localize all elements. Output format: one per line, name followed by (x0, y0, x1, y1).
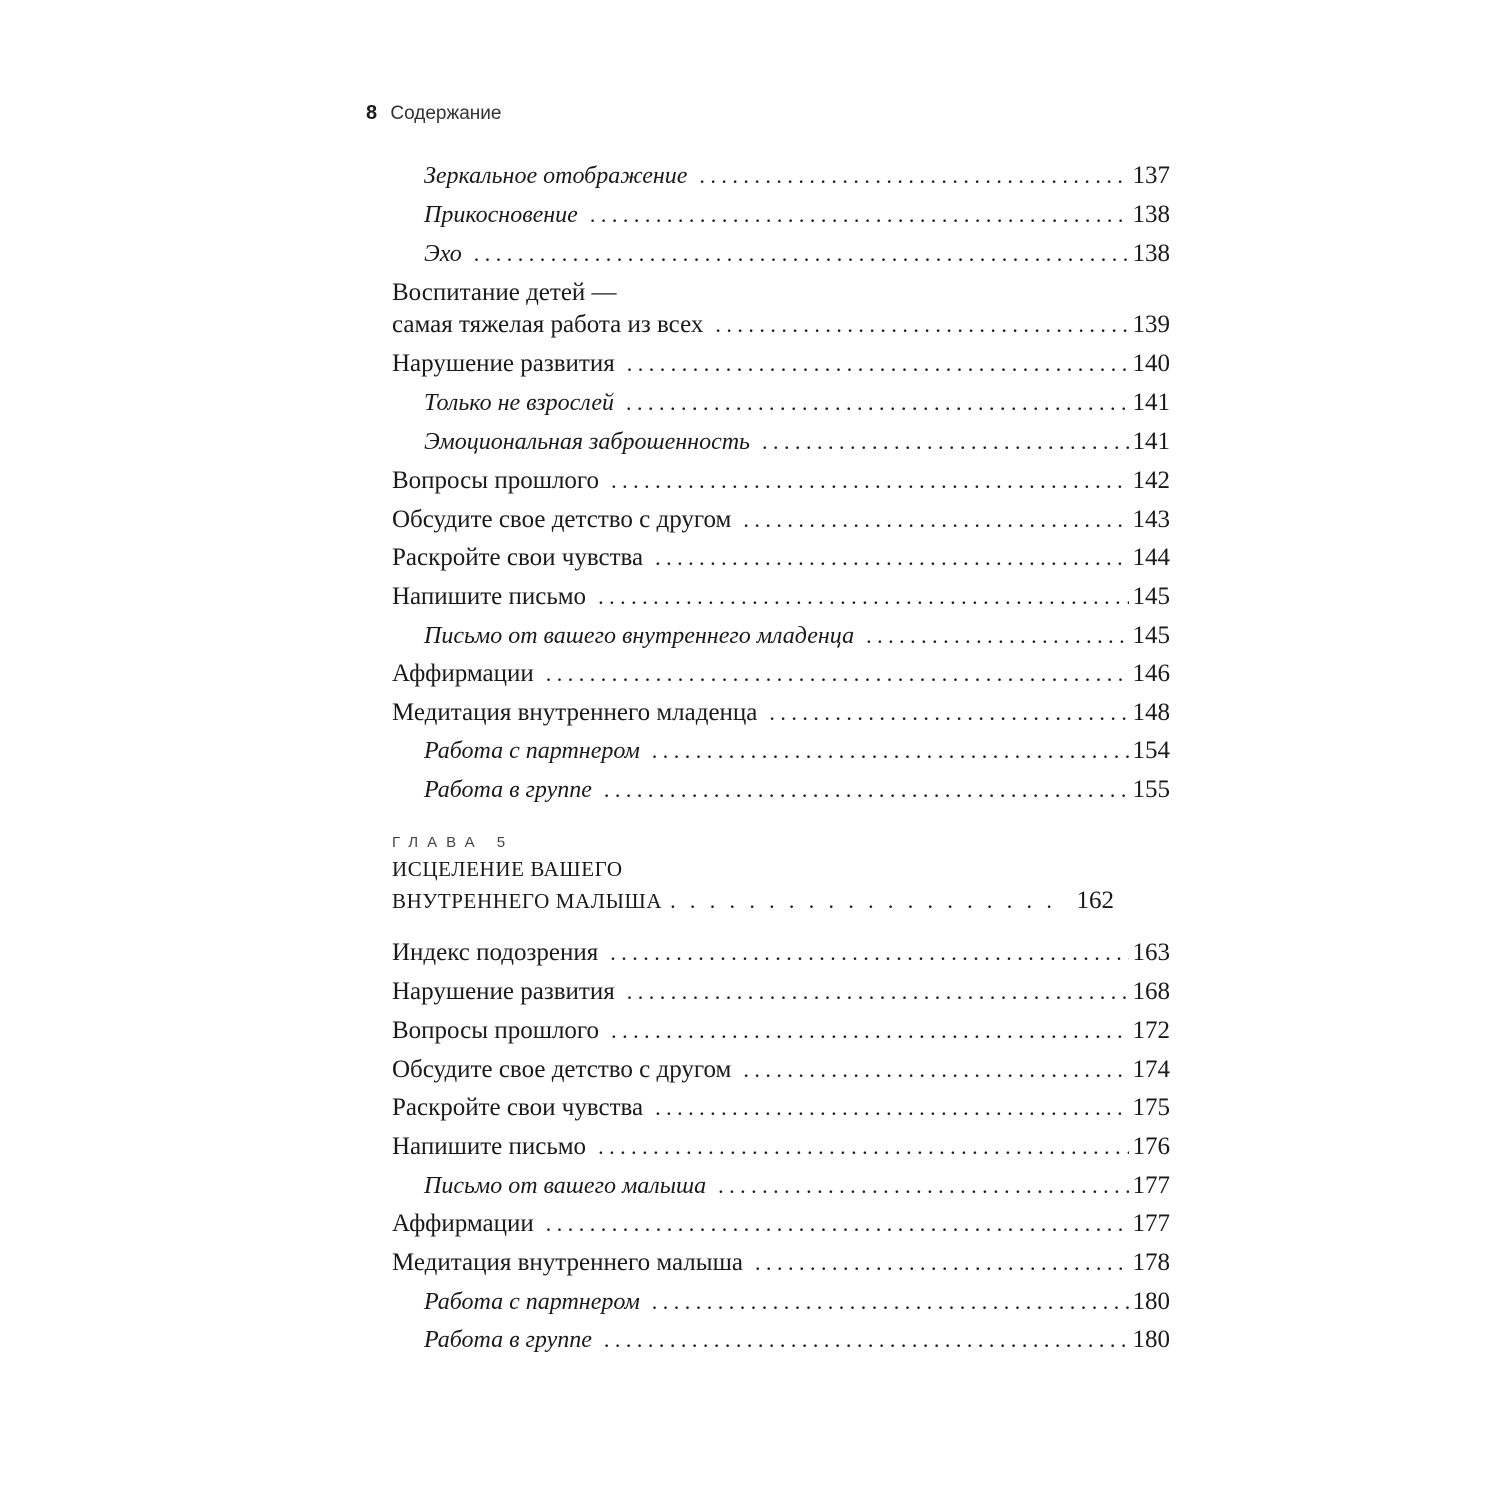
toc-entry-page: 172 (1132, 1017, 1170, 1044)
toc-entry-title: Медитация внутреннего малыша (392, 1249, 743, 1276)
toc-entry[interactable] (392, 933, 1170, 972)
toc-entry[interactable] (424, 731, 1170, 770)
dot-leader (755, 1243, 1129, 1282)
chapter-kicker: ГЛАВА 5 (392, 834, 515, 851)
toc-entry-title: Аффирмации (392, 660, 534, 687)
toc-entry-title: Раскройте свои чувства (392, 1094, 644, 1121)
toc-entry-title: Обсудите свое детство с другом (392, 1056, 732, 1083)
toc-entry[interactable] (424, 1282, 1170, 1321)
toc-entry[interactable] (392, 972, 1170, 1011)
toc-entry-title: Вопросы прошлого (392, 1017, 600, 1044)
dot-leader (769, 693, 1128, 732)
toc-entry-title: Только не взрослей (424, 390, 614, 416)
toc-entry-page: 140 (1132, 350, 1170, 377)
toc-entry-title: Вопросы прошлого (392, 467, 600, 494)
toc-entry-title: Нарушение развития (392, 978, 615, 1005)
toc-entry-page: 154 (1132, 737, 1170, 764)
toc-entry-page: 178 (1132, 1249, 1170, 1276)
toc-entry-page: 141 (1132, 389, 1170, 416)
toc-entry[interactable] (392, 1011, 1170, 1050)
toc-entry[interactable] (392, 693, 1170, 732)
toc-entry-page: 141 (1132, 428, 1170, 455)
toc-entry[interactable] (392, 538, 1170, 577)
toc-entry-page: 155 (1132, 776, 1170, 803)
toc-entry-page: 148 (1132, 699, 1170, 726)
toc-entry-page: 138 (1132, 201, 1170, 228)
dot-leader (655, 1088, 1128, 1127)
dot-leader (718, 1166, 1128, 1205)
toc-entry-title: Работа в группе (424, 1327, 592, 1353)
dot-leader (546, 1204, 1129, 1243)
toc-entry-page: 142 (1132, 467, 1170, 494)
toc-entry[interactable] (424, 1320, 1170, 1359)
toc-entry-page: 177 (1132, 1210, 1170, 1237)
dot-leader (652, 731, 1129, 770)
chapter-entry[interactable] (392, 884, 1114, 918)
toc-entry-page: 168 (1132, 978, 1170, 1005)
toc-entry-page: 137 (1132, 162, 1170, 189)
toc-entry-page: 143 (1132, 506, 1170, 533)
toc-entry-page: 177 (1132, 1172, 1170, 1199)
dot-leader (604, 1320, 1129, 1359)
toc-entry[interactable] (424, 1166, 1170, 1205)
toc-entry[interactable] (392, 344, 1170, 383)
toc-entry-page: 138 (1132, 240, 1170, 267)
toc-entry[interactable] (424, 383, 1170, 422)
toc-entry[interactable] (392, 1127, 1170, 1166)
toc-entry[interactable] (392, 654, 1170, 693)
dot-leader (715, 305, 1128, 344)
dot-leader (670, 888, 1062, 914)
toc-entry-title: Напишите письмо (392, 1133, 587, 1160)
toc-entry-page: 146 (1132, 660, 1170, 687)
chapter-page: 162 (1076, 887, 1114, 914)
dot-leader (590, 195, 1129, 234)
dot-leader (546, 654, 1129, 693)
toc-entry-title: Эмоциональная заброшенность (424, 429, 750, 455)
toc-entry-page: 180 (1132, 1288, 1170, 1315)
dot-leader (743, 500, 1128, 539)
dot-leader (604, 770, 1129, 809)
toc-entry[interactable] (424, 422, 1170, 461)
chapter-title-line1: ИСЦЕЛЕНИЕ ВАШЕГО (392, 857, 623, 881)
dot-leader (699, 156, 1128, 195)
toc-entry-title: Письмо от вашего малыша (424, 1173, 707, 1199)
toc-entry-title: Работа с партнером (424, 738, 640, 764)
toc-entry[interactable] (392, 500, 1170, 539)
toc-entry-page: 180 (1132, 1326, 1170, 1353)
toc-entry-title: Нарушение развития (392, 350, 615, 377)
toc-entry[interactable] (424, 616, 1170, 655)
dot-leader (610, 933, 1128, 972)
toc-entry-title: Зеркальное отображение (424, 163, 688, 189)
toc-entry[interactable] (392, 461, 1170, 500)
toc-entry[interactable] (392, 1243, 1170, 1282)
dot-leader (627, 344, 1129, 383)
dot-leader (474, 234, 1129, 273)
toc-entry-title: Письмо от вашего внутреннего младенца (424, 623, 855, 649)
toc-entry[interactable] (392, 1050, 1170, 1089)
toc-entry[interactable] (424, 770, 1170, 809)
toc-entry-title: Раскройте свои чувства (392, 544, 644, 571)
toc-entry-page: 175 (1132, 1094, 1170, 1121)
toc-entry-title: Работа с партнером (424, 1289, 640, 1315)
dot-leader (611, 1011, 1128, 1050)
toc-entry-page: 144 (1132, 544, 1170, 571)
toc-entry-page: 145 (1132, 622, 1170, 649)
toc-entry-title: Прикосновение (424, 202, 578, 228)
chapter-title-line2: ВНУТРЕННЕГО МАЛЫША (392, 889, 663, 913)
dot-leader (626, 383, 1129, 422)
toc-entry-page: 163 (1132, 939, 1170, 966)
toc-entry[interactable] (392, 1204, 1170, 1243)
toc-entry-title: Обсудите свое детство с другом (392, 506, 732, 533)
toc-entry-title: Работа в группе (424, 777, 592, 803)
toc-entry-page: 174 (1132, 1056, 1170, 1083)
toc-entry[interactable] (424, 156, 1170, 195)
dot-leader (598, 577, 1128, 616)
toc-entry-title: Аффирмации (392, 1210, 534, 1237)
toc-entry-title: Эхо (424, 241, 462, 267)
toc-entry-page: 139 (1132, 311, 1170, 338)
toc-entry[interactable] (424, 234, 1170, 273)
dot-leader (611, 461, 1128, 500)
dot-leader (866, 616, 1128, 655)
dot-leader (598, 1127, 1128, 1166)
toc-entry[interactable] (392, 1088, 1170, 1127)
dot-leader (655, 538, 1128, 577)
toc-entry-title: самая тяжелая работа из всех (392, 311, 704, 338)
dot-leader (762, 422, 1129, 461)
page-number: 8 (366, 102, 378, 124)
toc-entry-page: 145 (1132, 583, 1170, 610)
toc-entry-title-line1: Воспитание детей — (392, 279, 617, 306)
toc-entry-title: Медитация внутреннего младенца (392, 699, 758, 726)
running-head (366, 100, 501, 127)
toc-entry[interactable] (392, 305, 1170, 344)
toc-entry-title: Индекс подозрения (392, 939, 599, 966)
running-head-label: Содержание (390, 103, 502, 124)
dot-leader (627, 972, 1129, 1011)
dot-leader (652, 1282, 1129, 1321)
toc-entry[interactable] (392, 577, 1170, 616)
toc-entry[interactable] (424, 195, 1170, 234)
dot-leader (743, 1050, 1128, 1089)
toc-entry-page: 176 (1132, 1133, 1170, 1160)
toc-entry-title: Напишите письмо (392, 583, 587, 610)
